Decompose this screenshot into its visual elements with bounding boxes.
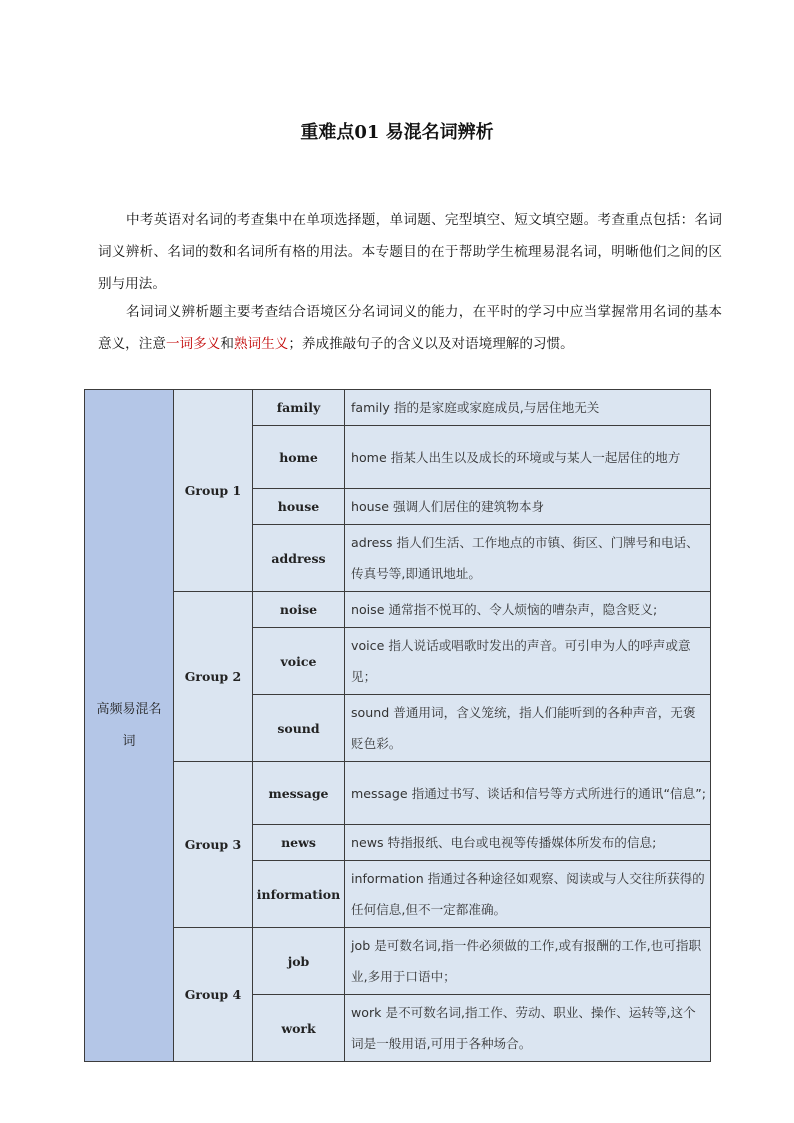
definition-cell: noise 通常指不悦耳的、令人烦恼的嘈杂声，隐含贬义; (345, 592, 711, 628)
word-cell: voice (253, 628, 345, 695)
definition-cell: information 指通过各种途径如观察、阅读或与人交往所获得的任何信息,但不一定都准确。 (345, 861, 711, 928)
group-label: Group 4 (174, 928, 253, 1062)
word-cell: message (253, 762, 345, 825)
group-label: Group 2 (174, 592, 253, 762)
definition-cell: adress 指人们生活、工作地点的市镇、街区、门牌号和电话、传真号等,即通讯地址。 (345, 525, 711, 592)
definition-cell: message 指通过书写、谈话和信号等方式所进行的通讯“信息”; (345, 762, 711, 825)
definition-cell: house 强调人们居住的建筑物本身 (345, 489, 711, 525)
definition-cell: home 指某人出生以及成长的环境或与某人一起居住的地方 (345, 426, 711, 489)
highlight-new-meaning: 熟词生义 (233, 336, 289, 352)
word-cell: news (253, 825, 345, 861)
group-label: Group 3 (174, 762, 253, 928)
definition-cell: sound 普通用词，含义笼统，指人们能听到的各种声音，无褒贬色彩。 (345, 695, 711, 762)
word-cell: address (253, 525, 345, 592)
word-cell: family (253, 390, 345, 426)
word-cell: information (253, 861, 345, 928)
word-cell: noise (253, 592, 345, 628)
word-cell: job (253, 928, 345, 995)
page-title: 重难点01 易混名词辨析 (300, 122, 494, 143)
word-cell: sound (253, 695, 345, 762)
definition-cell: news 特指报纸、电台或电视等传播媒体所发布的信息; (345, 825, 711, 861)
intro-paragraph-1: 中考英语对名词的考查集中在单项选择题，单词题、完型填空、短文填空题。考查重点包括：名词词义辨析、名词的数和名词所有格的用法。本专题目的在于帮助学生梳理易混名词，明晰他们之间的区别与用法。 (98, 212, 722, 292)
word-cell: work (253, 995, 345, 1062)
category-cell: 高频易混名词 (85, 390, 174, 1062)
word-cell: house (253, 489, 345, 525)
intro-text-b: 和 (220, 336, 234, 352)
intro-text-a: 名词词义辨析题主要考查结合语境区分名词词义的能力，在平时的学习中应当掌握常用名词的基本意义，注意 (98, 304, 722, 352)
highlight-polysemy: 一词多义 (165, 336, 221, 352)
definition-cell: family 指的是家庭或家庭成员,与居住地无关 (345, 390, 711, 426)
definition-cell: voice 指人说话或唱歌时发出的声音。可引申为人的呼声或意见； (345, 628, 711, 695)
noun-comparison-table (84, 389, 711, 1062)
definition-cell: work 是不可数名词,指工作、劳动、职业、操作、运转等,这个词是一般用语,可用于各种场合。 (345, 995, 711, 1062)
intro-text-c: ；养成推敲句子的含义以及对语境理解的习惯。 (288, 336, 574, 352)
word-cell: home (253, 426, 345, 489)
group-label: Group 1 (174, 390, 253, 592)
intro-paragraph-2 (98, 296, 722, 360)
definition-cell: job 是可数名词,指一件必须做的工作,或有报酬的工作,也可指职业,多用于口语中； (345, 928, 711, 995)
